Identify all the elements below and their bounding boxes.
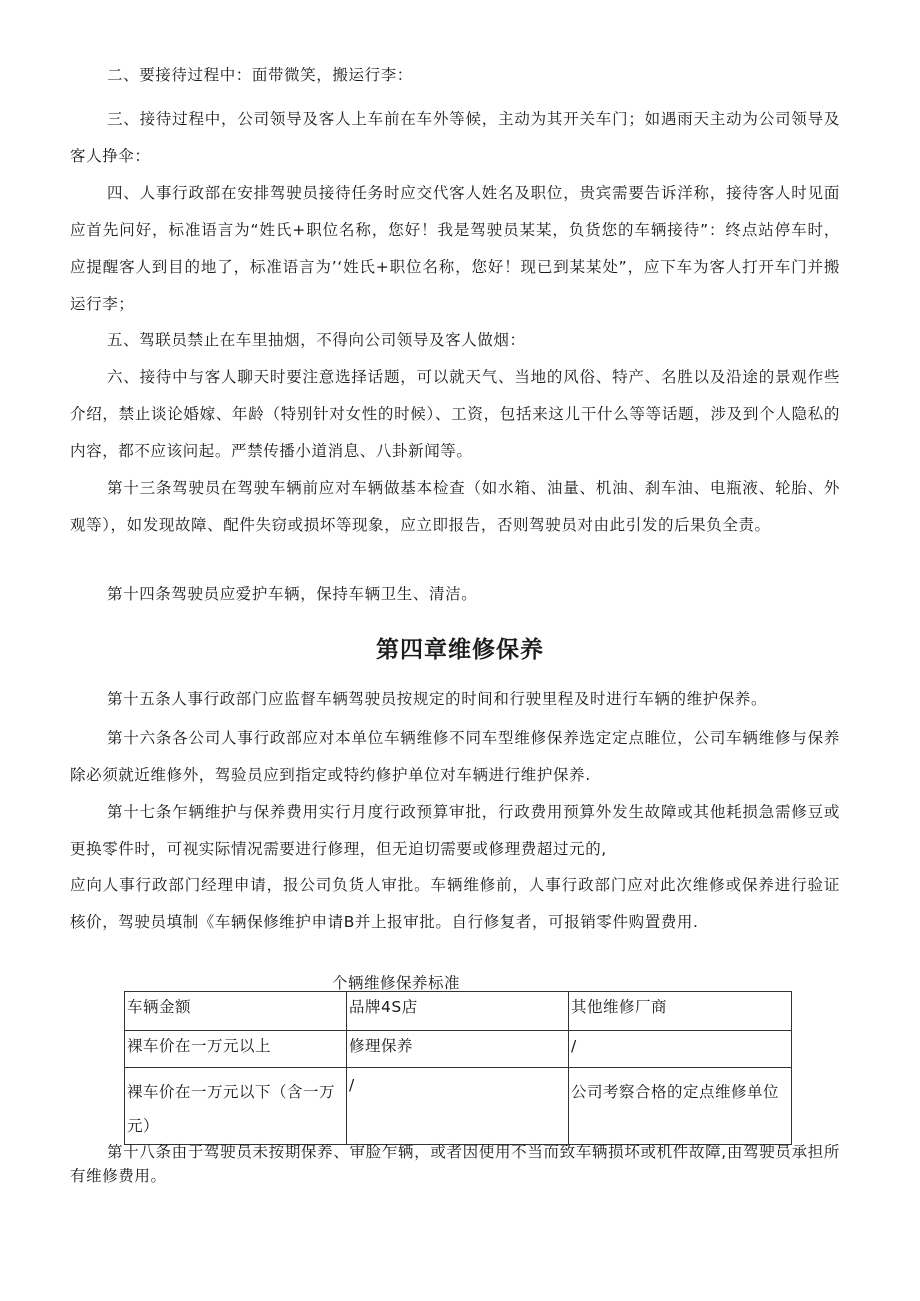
paragraph-open-door: 三、接待过程中，公司领导及客人上车前在车外等候，主动为其开关车门；如遇雨天主动为公司领导及客人挣伞： — [70, 110, 840, 165]
paragraph-no-smoking: 五、驾联员禁止在车里抽烟，不得向公司领导及客人做烟： — [107, 331, 526, 349]
table-cell: 裸车价在一万元以下（含一万元） — [125, 1068, 347, 1145]
table-cell: / — [569, 1031, 792, 1068]
table-header-cell: 其他维修厂商 — [569, 992, 792, 1031]
table-row — [125, 1068, 792, 1145]
paragraph-article-14: 第十四条驾驶员应爱护车辆，保持车辆卫生、清洁。 — [107, 585, 478, 603]
paragraph-conversation-topics: 六、接待中与客人聊天时要注意选择话题，可以就天气、当地的风俗、特产、名胜以及沿途的景观作些介绍，禁止谈论婚嫁、年龄（特别针对女性的时候）、工资，包括来这儿干什么等等话题，涉及到个人隐私的内容，都不应该问起。严禁传播小道消息、八卦新闻等。 — [70, 368, 840, 460]
paragraph-article-17: 第十七条乍辆维护与保养费用实行月度行政预算审批，行政费用预算外发生故障或其他耗损急需修豆或更换零件时，可视实际情况需要进行修理，但无迫切需要或修理费超过元的, — [70, 803, 840, 858]
paragraph-article-16: 第十六条各公司人事行政部应对本单位车辆维修不同车型维修保养选定定点睢位，公司车辆维修与保养除必须就近维修外，驾验员应到指定或特约修护单位对车辆进行维护保养. — [70, 729, 840, 784]
table-header-cell: 车辆金额 — [125, 992, 347, 1031]
paragraph-article-15: 第十五条人事行政部门应监督车辆驾驶员按规定的时间和行驶里程及时进行车辆的维护保养。 — [107, 690, 768, 708]
table-cell: 公司考察合格的定点维修单位 — [569, 1068, 792, 1145]
paragraph-receiving-smile: 二、要接待过程中：面带微笑，搬运行李： — [107, 66, 413, 84]
maintenance-standard-table — [124, 991, 792, 1145]
table-cell: / — [347, 1068, 569, 1145]
paragraph-greeting-standard: 四、人事行政部在安排驾驶员接待任务时应交代客人姓名及职位，贵宾需要告诉洋称，接待客人时见面应首先问好，标准语言为“姓氏+职位名称，您好！我是驾驶员某某，负货您的车辆接待”：终点站停车时，应提醒客人到目的地了，标准语言为’‘姓氏+职位名称，您好！现已到某某处”，应下车为客人打开车门并搬运行李； — [70, 184, 840, 313]
paragraph-article-17-cont: 应向人事行政部门经理申请，报公司负货人审批。车辆维修前，人事行政部门应对此次维修或保养进行验证核价，驾驶员填制《车辆保修维护申请B并上报审批。自行修复者，可报销零件购置费用. — [70, 876, 840, 931]
table-header-cell: 品牌4S店 — [347, 992, 569, 1031]
table-cell: 修理保养 — [347, 1031, 569, 1068]
table-row — [125, 1031, 792, 1068]
paragraph-article-18: 第十八条由于驾驶员未按期保养、审脸乍辆，或者因使用不当而致车辆损坏或机件故障,由驾驶员承担所有维修费用。 — [70, 1143, 840, 1185]
table-cell: 裸车价在一万元以上 — [125, 1031, 347, 1068]
chapter-title: 第四章维修保养 — [376, 636, 544, 662]
table-caption: 个辆维修保养标准 — [332, 974, 461, 992]
table-header-row — [125, 992, 792, 1031]
paragraph-article-13: 第十三条驾驶员在驾驶车辆前应对车辆做基本检查（如水箱、油量、机油、刹车油、电瓶液、轮胎、外观等），如发现故障、配件失窃或损坏等现象，应立即报告，否则驾驶员对由此引发的后果负全责。 — [70, 479, 840, 534]
